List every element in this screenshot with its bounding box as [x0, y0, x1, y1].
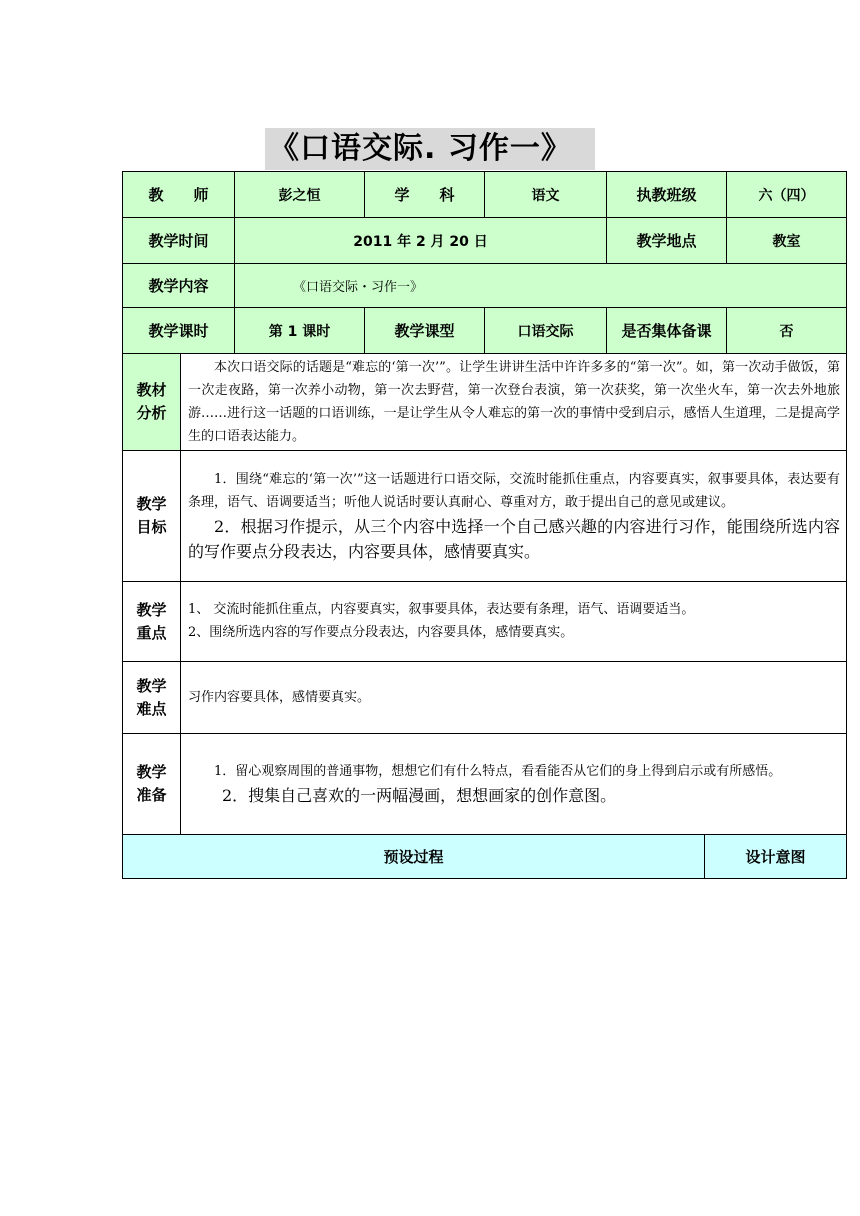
goals-label-line2: 目标 [136, 518, 167, 536]
analysis-label-line1: 教材 [136, 381, 167, 399]
period-value: 第 1 课时 [235, 308, 365, 354]
teacher-label: 教 师 [123, 172, 235, 218]
goals-item-2: 2．根据习作提示，从三个内容中选择一个自己感兴趣的内容进行习作，能围绕所选内容的写作要点分段表达，内容要具体，感情要真实。 [188, 517, 841, 561]
place-label: 教学地点 [607, 218, 727, 264]
time-value: 2011 年 2 月 20 日 [235, 218, 607, 264]
teacher-value: 彭之恒 [235, 172, 365, 218]
goals-label [123, 451, 181, 582]
key-label-line1: 教学 [136, 600, 167, 619]
content-value: 《口语交际・习作一》 [235, 264, 847, 308]
difficulty-label [123, 662, 181, 734]
key-item-1: 1、 交流时能抓住重点，内容要真实，叙事要具体，表达要有条理，语气、语调要适当。 [188, 602, 695, 617]
time-label: 教学时间 [123, 218, 235, 264]
place-value: 教室 [727, 218, 847, 264]
prep-item-2: 2．搜集自己喜欢的一两幅漫画，想想画家的创作意图。 [222, 786, 617, 805]
difficulty-text: 习作内容要具体，感情要真实。 [188, 690, 371, 705]
difficulty-text-cell [181, 662, 847, 734]
type-label: 教学课型 [365, 308, 485, 354]
difficulty-label-line2: 难点 [136, 699, 167, 718]
content-label: 教学内容 [123, 264, 235, 308]
type-value: 口语交际 [485, 308, 607, 354]
class-label: 执教班级 [607, 172, 727, 218]
intent-header: 设计意图 [705, 835, 847, 879]
lesson-plan-table [122, 171, 846, 879]
key-item-2: 2、围绕所选内容的写作要点分段表达，内容要具体，感情要真实。 [188, 625, 574, 640]
goals-label-line1: 教学 [136, 495, 167, 513]
prep-item-1: 1．留心观察周围的普通事物，想想它们有什么特点，看看能否从它们的身上得到启示或有所感悟。 [214, 764, 782, 779]
prep-label-line1: 教学 [136, 763, 167, 781]
prep-text-cell [181, 734, 847, 835]
period-label: 教学课时 [123, 308, 235, 354]
subject-label: 学 科 [365, 172, 485, 218]
analysis-label-line2: 分析 [136, 404, 167, 422]
key-text-cell [181, 582, 847, 662]
page-title: 《口语交际. 习作一》 [265, 128, 595, 170]
prep-label [123, 734, 181, 835]
analysis-text-cell [181, 354, 847, 451]
analysis-text: 本次口语交际的话题是“难忘的‘第一次’”。让学生讲讲生活中许许多多的“第一次”。如，第一次动手做饭，第一次走夜路，第一次养小动物，第一次去野营，第一次登台表演，第一次获奖，第一次坐火车，第一次去外地旅游……进行这一话题的口语训练，一是让学生从令人难忘的第一次的事情中受到启示，感悟人生道理，二是提高学生的口语表达能力。 [188, 360, 841, 444]
process-header: 预设过程 [123, 835, 705, 879]
group-label: 是否集体备课 [607, 308, 727, 354]
analysis-label [123, 354, 181, 451]
goals-text-cell [181, 451, 847, 582]
class-value: 六（四） [727, 172, 847, 218]
group-value: 否 [727, 308, 847, 354]
difficulty-label-line1: 教学 [136, 676, 167, 695]
goals-item-1: 1．围绕“难忘的‘第一次’”这一话题进行口语交际，交流时能抓住重点，内容要真实，叙事要具体，表达要有条理，语气、语调要适当；听他人说话时要认真耐心、尊重对方，敢于提出自己的意见或建议。 [188, 472, 841, 510]
prep-label-line2: 准备 [136, 786, 167, 804]
key-label-line2: 重点 [136, 623, 167, 642]
key-label [123, 582, 181, 662]
subject-value: 语文 [485, 172, 607, 218]
